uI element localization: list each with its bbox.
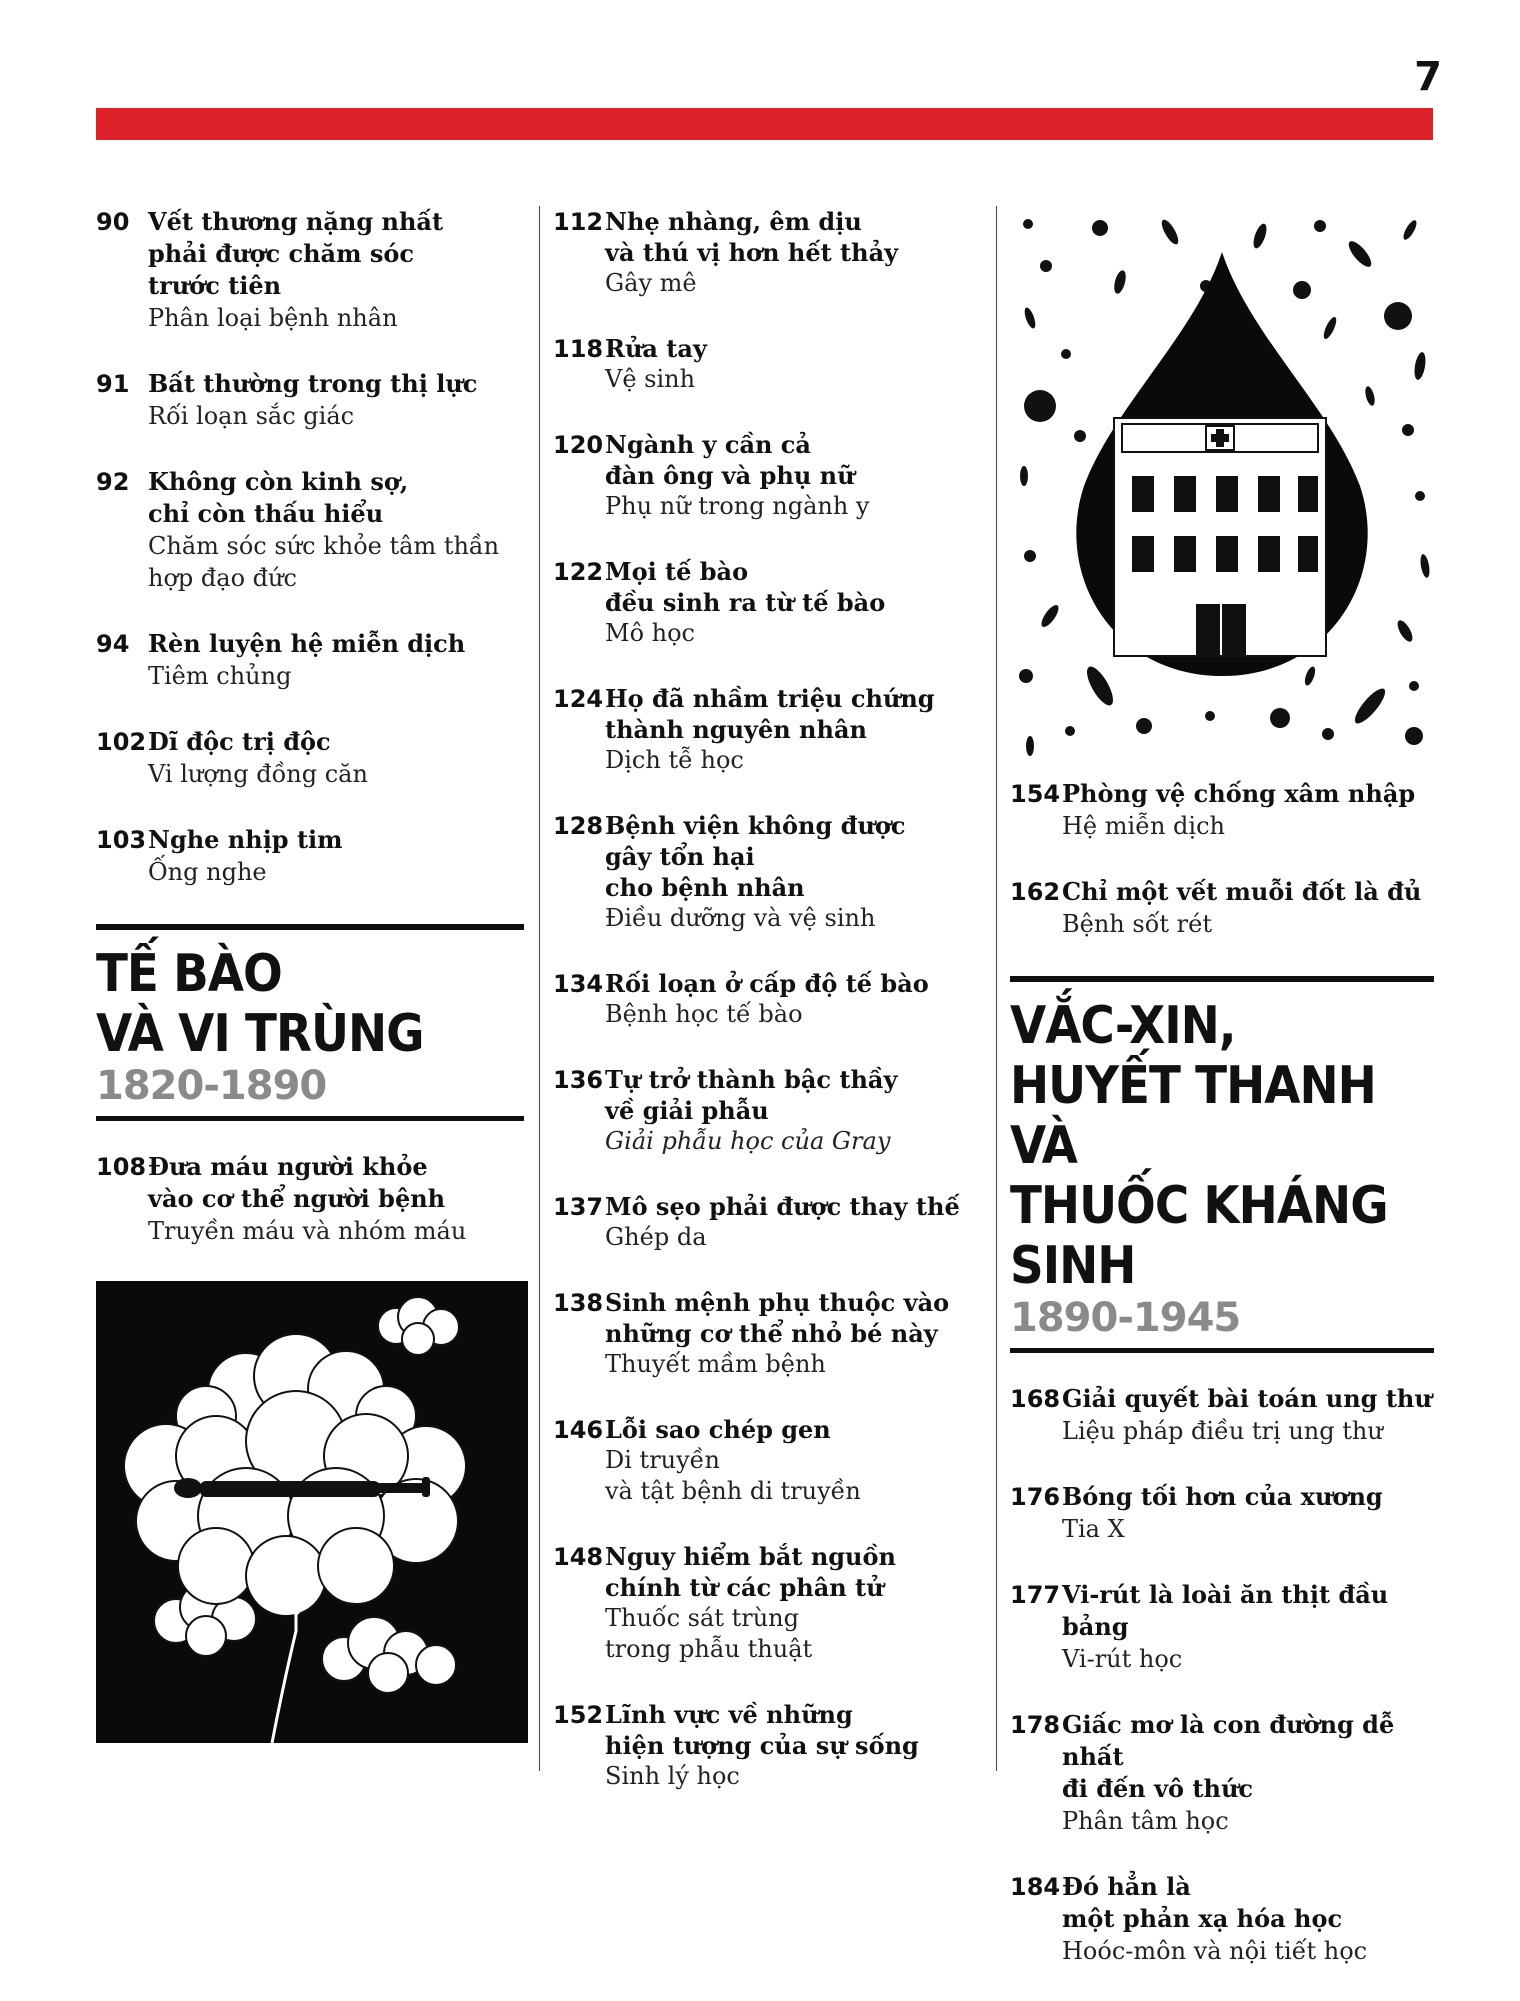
toc-entry-title: Bóng tối hơn của xương <box>1062 1482 1383 1511</box>
toc-page-number: 124 <box>553 685 604 713</box>
toc-page-number: 146 <box>553 1416 604 1444</box>
toc-page-number: 134 <box>553 970 604 998</box>
section-years: 1890-1945 <box>1010 1295 1241 1341</box>
toc-entry-subtitle: Bệnh học tế bào <box>605 1000 803 1028</box>
toc-entry <box>553 968 985 1030</box>
toc-entry <box>96 726 524 790</box>
column-divider <box>996 206 997 1771</box>
toc-entry-title: Họ đã nhầm triệu chứng thành nguyên nhân <box>605 684 935 744</box>
toc-entry <box>553 1191 985 1253</box>
toc-entry-subtitle: Mô học <box>605 619 695 647</box>
toc-entry <box>96 206 524 334</box>
toc-entry <box>96 466 524 594</box>
toc-entry-subtitle: Tiêm chủng <box>148 662 292 690</box>
toc-entry-title: Rèn luyện hệ miễn dịch <box>148 629 466 658</box>
toc-entry-subtitle: Vi lượng đồng căn <box>148 760 368 788</box>
toc-entry-title: Nhẹ nhàng, êm dịu và thú vị hơn hết thảy <box>605 207 899 267</box>
toc-entry-title: Bệnh viện không được gây tổn hại cho bệnh nhân <box>605 811 906 902</box>
toc-entry-subtitle: Phân tâm học <box>1062 1807 1229 1835</box>
toc-page-number: 90 <box>96 208 130 236</box>
toc-entry-title: Vi-rút là loài ăn thịt đầu bảng <box>1062 1580 1389 1641</box>
section-years: 1820-1890 <box>96 1063 327 1109</box>
toc-page-number: 102 <box>96 728 147 756</box>
toc-entry <box>553 206 985 299</box>
toc-page-number: 112 <box>553 208 604 236</box>
toc-entry-subtitle: Vệ sinh <box>605 365 696 393</box>
toc-entry-title: Dĩ độc trị độc <box>148 727 331 756</box>
toc-entry <box>553 1541 985 1665</box>
toc-entry-title: Vết thương nặng nhất phải được chăm sóc trước tiên <box>148 207 444 300</box>
toc-entry-subtitle: Gây mê <box>605 269 697 297</box>
toc-entry <box>553 1699 985 1792</box>
toc-entry-subtitle: Giải phẫu học của Gray <box>605 1127 891 1155</box>
toc-entry-subtitle: Sinh lý học <box>605 1762 740 1790</box>
patient-on-cloud-illustration <box>96 1281 528 1743</box>
section-title: VẮC-XIN, HUYẾT THANH VÀ THUỐC KHÁNG SINH <box>1010 996 1388 1296</box>
toc-entry-title: Mọi tế bào đều sinh ra từ tế bào <box>605 557 886 617</box>
toc-page-number: 94 <box>96 630 130 658</box>
toc-page-number: 178 <box>1010 1711 1061 1739</box>
toc-entry <box>553 810 985 934</box>
toc-page-number: 162 <box>1010 878 1061 906</box>
toc-page-number: 122 <box>553 558 604 586</box>
section-header-cells-and-germs <box>96 924 524 1121</box>
toc-entry <box>553 1287 985 1380</box>
toc-entry-title: Lĩnh vực về những hiện tượng của sự sống <box>605 1700 919 1760</box>
toc-column-3 <box>1010 206 1434 2001</box>
toc-page-number: 136 <box>553 1066 604 1094</box>
toc-column-2 <box>553 206 985 1826</box>
toc-entry-subtitle: Thuốc sát trùng trong phẫu thuật <box>605 1604 813 1663</box>
toc-entry-title: Rối loạn ở cấp độ tế bào <box>605 969 929 998</box>
toc-entry-title: Giấc mơ là con đường dễ nhất đi đến vô thức <box>1062 1710 1395 1803</box>
toc-page-number: 154 <box>1010 780 1061 808</box>
toc-page-number: 184 <box>1010 1873 1061 1901</box>
toc-entry <box>553 429 985 522</box>
toc-entry-subtitle: Di truyền và tật bệnh di truyền <box>605 1446 861 1505</box>
toc-page-number: 138 <box>553 1289 604 1317</box>
toc-entry-subtitle: Vi-rút học <box>1062 1645 1183 1673</box>
toc-entry-title: Rửa tay <box>605 334 707 363</box>
toc-entry <box>1010 1709 1434 1837</box>
section-title: TẾ BÀO VÀ VI TRÙNG <box>96 944 424 1064</box>
toc-entry-title: Phòng vệ chống xâm nhập <box>1062 779 1416 808</box>
toc-page-number: 148 <box>553 1543 604 1571</box>
toc-entry-subtitle: Dịch tễ học <box>605 746 744 774</box>
toc-page-number: 118 <box>553 335 604 363</box>
toc-entry-subtitle: Tia X <box>1062 1515 1125 1543</box>
toc-entry <box>553 556 985 649</box>
toc-entry-subtitle: Liệu pháp điều trị ung thư <box>1062 1417 1383 1445</box>
toc-entry-subtitle: Ghép da <box>605 1223 707 1251</box>
toc-entry-title: Ngành y cần cả đàn ông và phụ nữ <box>605 430 855 490</box>
toc-entry <box>553 1064 985 1157</box>
toc-column-1 <box>96 206 524 1743</box>
toc-entry <box>1010 1871 1434 1967</box>
page-number: 7 <box>1414 54 1442 100</box>
toc-entry-subtitle: Chăm sóc sức khỏe tâm thần hợp đạo đức <box>148 532 500 592</box>
toc-page-number: 176 <box>1010 1483 1061 1511</box>
toc-page-number: 128 <box>553 812 604 840</box>
toc-page-number: 92 <box>96 468 130 496</box>
column-divider <box>539 206 540 1771</box>
toc-entry-title: Nguy hiểm bắt nguồn chính từ các phân tử <box>605 1542 896 1602</box>
toc-entry-subtitle: Phụ nữ trong ngành y <box>605 492 870 520</box>
toc-entry-subtitle: Bệnh sốt rét <box>1062 910 1212 938</box>
toc-entry <box>1010 876 1434 940</box>
toc-page-number: 168 <box>1010 1385 1061 1413</box>
toc-entry-subtitle: Ống nghe <box>148 858 267 886</box>
toc-entry <box>1010 778 1434 842</box>
toc-entry-title: Nghe nhịp tim <box>148 825 343 854</box>
toc-entry-subtitle: Rối loạn sắc giác <box>148 402 355 430</box>
toc-entry-title: Bất thường trong thị lực <box>148 369 478 398</box>
toc-entry <box>553 1414 985 1507</box>
toc-entry <box>96 368 524 432</box>
toc-entry-subtitle: Thuyết mầm bệnh <box>605 1350 826 1378</box>
toc-entry <box>553 683 985 776</box>
toc-entry-title: Sinh mệnh phụ thuộc vào những cơ thể nhỏ bé này <box>605 1288 950 1348</box>
toc-entry-title: Lỗi sao chép gen <box>605 1415 831 1444</box>
toc-entry-subtitle: Truyền máu và nhóm máu <box>148 1217 467 1245</box>
toc-page-number: 91 <box>96 370 130 398</box>
toc-entry <box>96 1151 524 1247</box>
toc-entry-title: Mô sẹo phải được thay thế <box>605 1192 960 1221</box>
toc-entry-subtitle: Hoóc-môn và nội tiết học <box>1062 1937 1368 1965</box>
toc-entry <box>96 628 524 692</box>
toc-page-number: 103 <box>96 826 147 854</box>
toc-entry <box>96 824 524 888</box>
toc-entry-title: Chỉ một vết muỗi đốt là đủ <box>1062 877 1422 906</box>
hospital-blood-drop-illustration <box>1010 206 1434 756</box>
toc-entry-title: Đưa máu người khỏe vào cơ thể người bệnh <box>148 1152 446 1213</box>
toc-entry-title: Tự trở thành bậc thầy về giải phẫu <box>605 1065 898 1125</box>
header-red-bar <box>96 108 1433 140</box>
toc-page-number: 108 <box>96 1153 147 1181</box>
toc-entry-subtitle: Hệ miễn dịch <box>1062 812 1225 840</box>
section-header-vaccines <box>1010 976 1434 1353</box>
toc-entry <box>553 333 985 395</box>
toc-entry <box>1010 1481 1434 1545</box>
toc-entry-title: Đó hẳn là một phản xạ hóa học <box>1062 1872 1343 1933</box>
toc-page-number: 137 <box>553 1193 604 1221</box>
toc-page-number: 120 <box>553 431 604 459</box>
toc-entry-subtitle: Điều dưỡng và vệ sinh <box>605 904 876 932</box>
toc-entry-subtitle: Phân loại bệnh nhân <box>148 304 398 332</box>
toc-entry-title: Không còn kinh sợ, chỉ còn thấu hiểu <box>148 467 409 528</box>
toc-entry-title: Giải quyết bài toán ung thư <box>1062 1384 1432 1413</box>
toc-page-number: 152 <box>553 1701 604 1729</box>
toc-entry <box>1010 1579 1434 1675</box>
toc-entry <box>1010 1383 1434 1447</box>
toc-page-number: 177 <box>1010 1581 1061 1609</box>
